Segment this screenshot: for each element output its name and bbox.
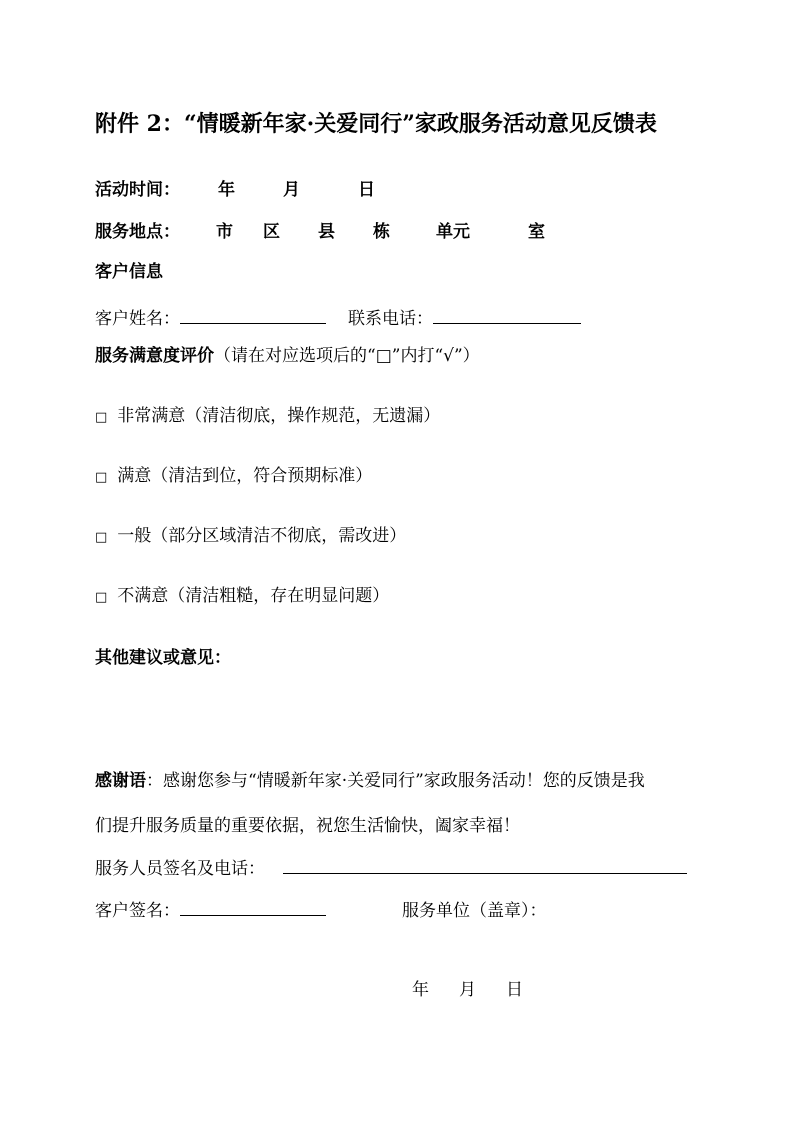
satisfaction-heading-row — [95, 345, 480, 367]
activity-time-row — [95, 179, 375, 201]
satisfaction-heading: 服务满意度评价 — [95, 346, 214, 366]
service-location-label: 服务地点： — [95, 222, 180, 242]
signature-date-row — [412, 979, 523, 1001]
service-location-row — [95, 221, 545, 243]
staff-signature-label: 服务人员签名及电话： — [95, 859, 265, 879]
signature-day-field[interactable]: 日 — [506, 980, 523, 1000]
customer-name-label: 客户姓名： — [95, 309, 180, 329]
customer-signature-field[interactable] — [180, 897, 326, 916]
location-room-field[interactable]: 室 — [528, 222, 545, 242]
option-checkbox[interactable]: □ — [95, 410, 108, 425]
service-unit-label: 服务单位（盖章）： — [402, 901, 547, 921]
suggestions-area[interactable] — [95, 675, 695, 755]
option-label: 一般（部分区域清洁不彻底，需改进） — [117, 526, 407, 546]
option-label: 不满意（清洁粗糙，存在明显问题） — [117, 586, 390, 606]
signature-year-field[interactable]: 年 — [412, 980, 429, 1000]
customer-signature-label: 客户签名： — [95, 901, 180, 921]
option-label: 非常满意（清洁彻底，操作规范，无遗漏） — [117, 406, 441, 426]
satisfaction-option — [95, 525, 406, 549]
activity-day-field[interactable]: 日 — [358, 180, 375, 200]
thanks-line-1 — [95, 770, 645, 792]
option-checkbox[interactable]: □ — [95, 470, 108, 485]
location-district-field[interactable]: 区 — [263, 222, 280, 242]
suggestions-heading: 其他建议或意见： — [95, 648, 231, 668]
customer-phone-field[interactable] — [433, 305, 581, 324]
staff-signature-row — [95, 855, 687, 880]
staff-signature-field[interactable] — [283, 855, 687, 874]
location-city-field[interactable]: 市 — [216, 222, 233, 242]
customer-phone-label: 联系电话： — [348, 309, 433, 329]
satisfaction-option — [95, 405, 440, 429]
option-checkbox[interactable]: □ — [95, 590, 108, 605]
customer-info-heading: 客户信息 — [95, 262, 163, 282]
customer-name-field[interactable] — [180, 305, 326, 324]
activity-year-field[interactable]: 年 — [218, 180, 235, 200]
page-title: 附件 2：“情暖新年家·关爱同行”家政服务活动意见反馈表 — [95, 111, 657, 137]
customer-signature-row — [95, 897, 547, 922]
activity-month-field[interactable]: 月 — [283, 180, 300, 200]
activity-time-label: 活动时间： — [95, 180, 180, 200]
thanks-label: 感谢语 — [95, 771, 146, 791]
location-building-field[interactable]: 栋 — [373, 222, 390, 242]
option-checkbox[interactable]: □ — [95, 530, 108, 545]
satisfaction-option — [95, 585, 389, 609]
thanks-text-2: 们提升服务质量的重要依据，祝您生活愉快，阖家幸福！ — [95, 816, 520, 836]
location-county-field[interactable]: 县 — [318, 222, 335, 242]
location-unit-field[interactable]: 单元 — [436, 222, 470, 242]
satisfaction-option — [95, 465, 372, 489]
thanks-text-1: ：感谢您参与“情暖新年家·关爱同行”家政服务活动！您的反馈是我 — [146, 771, 645, 791]
signature-month-field[interactable]: 月 — [459, 980, 476, 1000]
customer-contact-row — [95, 305, 581, 330]
option-label: 满意（清洁到位，符合预期标准） — [117, 466, 373, 486]
satisfaction-instruction: （请在对应选项后的“□”内打“√”） — [214, 346, 480, 366]
